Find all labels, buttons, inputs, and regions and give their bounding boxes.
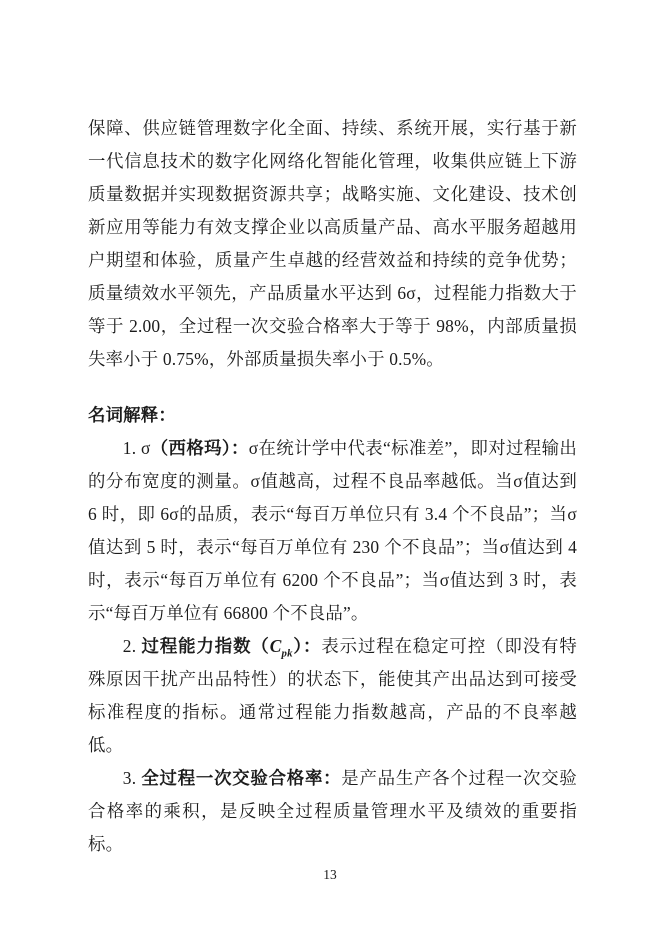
text-segment: σ在统计学中代表“标准差”，即对过程输出的分布宽度的测量。σ值越高，过程不良品率越低。当σ值达到 6 时，即 6σ的品质，表示“每百万单位只有 3.4 个不良品”；当σ值达到 5 时，表示“每百万单位有 230 个不良品”；当σ值达到 4 时，表示“每百万单位有 6200 个不良品”；当σ值达到 3 时，表示“每百万单位有 66800 个不良品”。: [88, 438, 577, 623]
text-segment: pk: [281, 647, 293, 660]
text-segment: 保障、供应链管理数字化全面、持续、系统开展，实行基于新一代信息技术的数字化网络化智能化管理，收集供应链上下游质量数据并实现数据资源共享；战略实施、文化建设、技术创新应用等能力有效支撑企业以高质量产品、高水平服务超越用户期望和体验，质量产生卓越的经营效益和持续的竞争优势；质量绩效水平领先，产品质量水平达到 6σ，过程能力指数大于等于 2.00，全过程一次交验合格率大于等于 98%，内部质量损失率小于 0.75%，外部质量损失率小于 0.5%。: [88, 118, 577, 369]
text-segment: ）：: [292, 636, 322, 656]
text-segment: （西格玛）：: [150, 438, 249, 458]
document-body: [88, 112, 577, 861]
text-segment: 是产品生产各个过程一次交验合格率的乘积，是反映全过程质量管理水平及绩效的重要指标。: [88, 768, 577, 854]
text-segment: 名词解释：: [88, 405, 176, 425]
paragraph-intro-continuation: [88, 112, 577, 376]
text-segment: 3.: [122, 768, 142, 788]
paragraph-term-first-pass-yield: [88, 762, 577, 861]
text-segment: 2.: [122, 636, 142, 656]
paragraph-term-sigma: [88, 432, 577, 630]
text-segment: 全过程一次交验合格率：: [141, 768, 342, 788]
paragraph-term-cpk: [88, 630, 577, 762]
text-segment: 过程能力指数（: [141, 636, 270, 656]
page-number: 13: [323, 867, 337, 882]
text-segment: 1. σ: [122, 438, 151, 458]
text-segment: C: [269, 636, 282, 656]
paragraph-glossary-heading: [88, 399, 577, 432]
text-segment: 表示过程在稳定可控（即没有特殊原因干扰产出品特性）的状态下，能使其产出品达到可接受标准程度的指标。通常过程能力指数越高，产品的不良率越低。: [88, 636, 577, 755]
